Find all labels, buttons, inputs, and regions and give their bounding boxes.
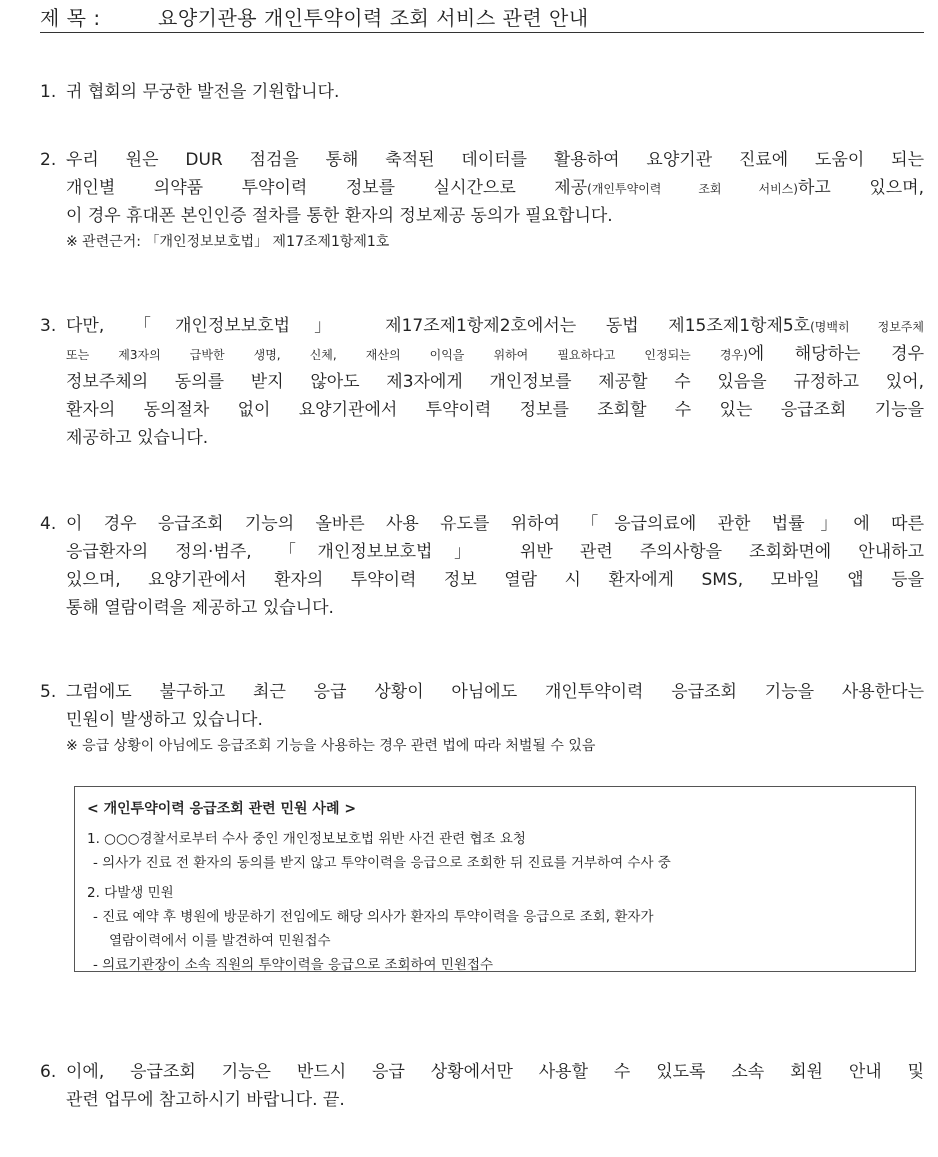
legal-basis-note: ※ 관련근거: 「개인정보보호법」 제17조제1항제1호: [66, 234, 390, 250]
paragraph-2-line-2: 개인별 의약품 투약이력 정보를 실시간으로 제공(개인투약이력 조회 서비스)하고 있으며,: [66, 178, 924, 198]
paragraph-number: 5.: [40, 682, 57, 702]
paragraph-5: [40, 678, 924, 758]
paragraph-3: [40, 312, 924, 452]
title-label: 제 목 :: [40, 6, 101, 30]
paragraph-4-line-3: 있으며, 요양기관에서 환자의 투약이력 정보 열람 시 환자에게 SMS, 모바일 앱 등을: [66, 570, 924, 590]
title-text: 요양기관용 개인투약이력 조회 서비스 관련 안내: [158, 6, 589, 30]
paragraph-6: [40, 1058, 924, 1114]
paragraph-4-line-1: 4. 이 경우 응급조회 기능의 올바른 사용 유도를 위하여 「응급의료에 관한 법률」에 따른: [40, 510, 924, 538]
case-item-2-detail-1: - 진료 예약 후 병원에 방문하기 전임에도 해당 의사가 환자의 투약이력을 응급으로 조회, 환자가: [93, 909, 654, 925]
paragraph-1: [40, 78, 924, 106]
paragraph-2-line-3: 이 경우 휴대폰 본인인증 절차를 통한 환자의 정보제공 동의가 필요합니다.: [66, 206, 613, 226]
paragraph-2: [40, 146, 924, 254]
paragraph-5-line-2: 민원이 발생하고 있습니다.: [66, 710, 263, 730]
paragraph-number: 1.: [40, 82, 57, 102]
paragraph-3-line-2: 또는 제3자의 급박한 생명, 신체, 재산의 이익을 위하여 필요하다고 인정되는 경우)에 해당하는 경우: [66, 344, 924, 364]
paragraph-6-line-2: 관련 업무에 참고하시기 바랍니다. 끝.: [66, 1090, 345, 1110]
paragraph-3-line-1: 3. 다만, 「개인정보보호법」 제17조제1항제2호에서는 동법 제15조제1항제5호(명백히 정보주체: [40, 312, 924, 340]
paragraph-3-line-5: 제공하고 있습니다.: [66, 428, 209, 448]
complaint-cases-title: < 개인투약이력 응급조회 관련 민원 사례 >: [87, 801, 357, 817]
paragraph-1-line: 1. 귀 협회의 무궁한 발전을 기원합니다.: [40, 78, 924, 106]
paragraph-2-line-1: 2. 우리 원은 DUR 점검을 통해 축적된 데이터를 활용하여 요양기관 진료에 도움이 되는: [40, 146, 924, 174]
case-item-2-detail-1-cont: 열람이력에서 이를 발견하여 민원접수: [109, 933, 331, 949]
case-item-2-detail-2: - 의료기관장이 소속 직원의 투약이력을 응급으로 조회하여 민원접수: [93, 957, 494, 973]
case-item-1: 1. ○○○경찰서로부터 수사 중인 개인정보보호법 위반 사건 관련 협조 요청: [87, 831, 526, 847]
paragraph-number: 3.: [40, 316, 57, 336]
paragraph-4-line-2: 응급환자의 정의·범주, 「개인정보보호법」 위반 관련 주의사항을 조회화면에 안내하고: [66, 542, 924, 562]
document-title: [40, 6, 924, 33]
paragraph-4-line-4: 통해 열람이력을 제공하고 있습니다.: [66, 598, 334, 618]
penalty-note: ※ 응급 상황이 아님에도 응급조회 기능을 사용하는 경우 관련 법에 따라 처벌될 수 있음: [66, 738, 596, 754]
complaint-cases-box: [74, 786, 916, 972]
paragraph-number: 4.: [40, 514, 57, 534]
paragraph-6-line-1: 6. 이에, 응급조회 기능은 반드시 응급 상황에서만 사용할 수 있도록 소속 회원 안내 및: [40, 1058, 924, 1086]
case-item-1-detail: - 의사가 진료 전 환자의 동의를 받지 않고 투약이력을 응급으로 조회한 뒤 진료를 거부하여 수사 중: [93, 855, 671, 871]
case-item-2: 2. 다발생 민원: [87, 885, 174, 901]
paragraph-3-line-3: 정보주체의 동의를 받지 않아도 제3자에게 개인정보를 제공할 수 있음을 규정하고 있어,: [66, 372, 924, 392]
paragraph-number: 2.: [40, 150, 57, 170]
paragraph-3-line-4: 환자의 동의절차 없이 요양기관에서 투약이력 정보를 조회할 수 있는 응급조회 기능을: [66, 400, 924, 420]
paragraph-number: 6.: [40, 1062, 57, 1082]
paragraph-4: [40, 510, 924, 622]
paragraph-5-line-1: 5. 그럼에도 불구하고 최근 응급 상황이 아님에도 개인투약이력 응급조회 기능을 사용한다는: [40, 678, 924, 706]
